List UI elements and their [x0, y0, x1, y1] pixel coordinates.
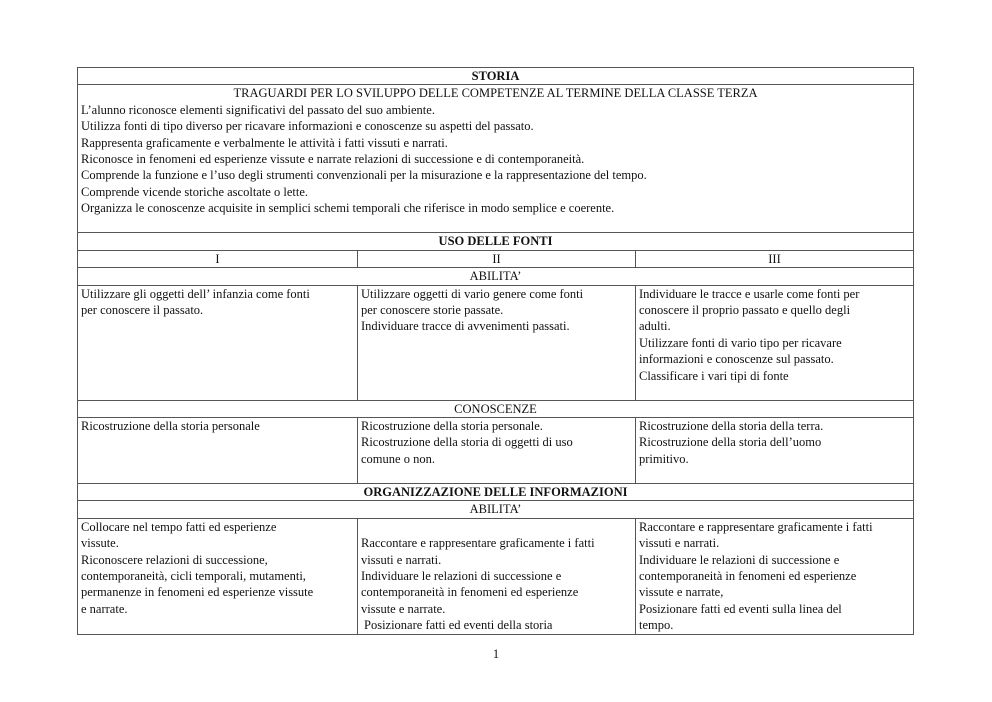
traguardi-heading: TRAGUARDI PER LO SVILUPPO DELLE COMPETENZE AL TERMINE DELLA CLASSE TERZA	[233, 86, 758, 101]
conoscenze-label: CONOSCENZE	[78, 400, 914, 417]
text-line: Riconoscere relazioni di successione,	[81, 552, 268, 567]
text-line: vissuti e narrati.	[639, 536, 720, 551]
text-line: Individuare le relazioni di successione e	[361, 569, 562, 584]
page-number: 1	[492, 647, 500, 661]
text-line: Individuare tracce di avvenimenti passati.	[361, 319, 570, 334]
organizzazione-abilita-label-row	[78, 501, 914, 518]
uso-fonti-abilita-col3	[636, 285, 914, 400]
text-line: permanenze in fenomeni ed esperienze vissute	[81, 585, 314, 600]
text-line: Collocare nel tempo fatti ed esperienze	[81, 519, 277, 534]
text-line: contemporaneità in fenomeni ed esperienze	[639, 569, 857, 584]
conoscenze-col1	[78, 418, 358, 484]
text-line: vissute e narrate.	[361, 601, 446, 616]
organizzazione-abilita-col1	[78, 518, 358, 634]
text-line: Ricostruzione della storia dell’uomo	[639, 435, 822, 450]
text-line: Ricostruzione della storia di oggetti di uso	[361, 435, 573, 450]
column-header-iii: III	[636, 250, 914, 267]
uso-fonti-abilita-label: ABILITA’	[78, 268, 914, 285]
organizzazione-abilita-label: ABILITA’	[78, 501, 914, 518]
text-line: Utilizzare fonti di vario tipo per ricavare	[639, 335, 842, 350]
text-line: Riconosce in fenomeni ed esperienze vissute e narrate relazioni di successione e di contemporaneità.	[81, 152, 585, 167]
text-line	[361, 519, 632, 535]
conoscenze-row	[78, 418, 914, 484]
text-line: e narrate.	[81, 601, 128, 616]
text-line: per conoscere storie passate.	[361, 303, 504, 318]
uso-fonti-abilita-row	[78, 285, 914, 400]
conoscenze-col3	[636, 418, 914, 484]
text-line: Individuare le tracce e usarle come fonti per	[639, 286, 860, 301]
text-line: Utilizzare oggetti di vario genere come fonti	[361, 286, 584, 301]
text-line: Comprende la funzione e l’uso degli strumenti convenzionali per la misurazione e la rappresentazione del tempo.	[81, 168, 647, 183]
uso-fonti-heading-row	[78, 233, 914, 250]
text-line: Utilizza fonti di tipo diverso per ricavare informazioni e conoscenze su aspetti del passato.	[81, 119, 534, 134]
text-line: L’alunno riconosce elementi significativi del passato del suo ambiente.	[81, 102, 435, 117]
uso-fonti-abilita-label-row	[78, 268, 914, 285]
organizzazione-heading: ORGANIZZAZIONE DELLE INFORMAZIONI	[78, 484, 914, 501]
text-line: tempo.	[639, 618, 674, 633]
curriculum-table	[77, 67, 914, 635]
text-line: per conoscere il passato.	[81, 303, 204, 318]
class-columns-row	[78, 250, 914, 267]
text-line: vissute e narrate,	[639, 585, 724, 600]
text-line: Ricostruzione della storia personale	[81, 419, 260, 434]
text-line: Ricostruzione della storia della terra.	[639, 419, 824, 434]
traguardi-cell	[78, 85, 914, 233]
text-line: contemporaneità, cicli temporali, mutamenti,	[81, 569, 306, 584]
organizzazione-abilita-col2	[358, 518, 636, 634]
organizzazione-heading-row	[78, 484, 914, 501]
text-line: informazioni e conoscenze sul passato.	[639, 352, 834, 367]
traguardi-row	[78, 85, 914, 233]
column-header-ii: II	[358, 250, 636, 267]
text-line: Raccontare e rappresentare graficamente i fatti	[361, 536, 595, 551]
text-line: conoscere il proprio passato e quello degli	[639, 303, 851, 318]
organizzazione-abilita-col3	[636, 518, 914, 634]
text-line: Posizionare fatti ed eventi sulla linea del	[639, 601, 842, 616]
organizzazione-abilita-row	[78, 518, 914, 634]
text-line: primitivo.	[639, 451, 689, 466]
uso-fonti-abilita-col2	[358, 285, 636, 400]
text-line: Classificare i vari tipi di fonte	[639, 368, 789, 383]
text-line: Rappresenta graficamente e verbalmente le attività i fatti vissuti e narrati.	[81, 135, 448, 150]
title-row	[78, 68, 914, 85]
column-header-i: I	[78, 250, 358, 267]
text-line: Posizionare fatti ed eventi della storia	[364, 618, 553, 633]
text-line: Ricostruzione della storia personale.	[361, 419, 543, 434]
text-line: Utilizzare gli oggetti dell’ infanzia come fonti	[81, 286, 310, 301]
text-line: Raccontare e rappresentare graficamente i fatti	[639, 519, 873, 534]
conoscenze-label-row	[78, 400, 914, 417]
text-line: vissuti e narrati.	[361, 552, 442, 567]
traguardi-list	[81, 102, 910, 217]
section-title: STORIA	[78, 68, 914, 85]
text-line: vissute.	[81, 536, 119, 551]
text-line: Organizza le conoscenze acquisite in semplici schemi temporali che riferisce in modo semplice e coerente.	[81, 201, 615, 216]
text-line: Comprende vicende storiche ascoltate o lette.	[81, 184, 308, 199]
text-line: comune o non.	[361, 451, 435, 466]
text-line: contemporaneità in fenomeni ed esperienze	[361, 585, 579, 600]
uso-fonti-heading: USO DELLE FONTI	[78, 233, 914, 250]
text-line: adulti.	[639, 319, 671, 334]
text-line: Individuare le relazioni di successione e	[639, 552, 840, 567]
uso-fonti-abilita-col1	[78, 285, 358, 400]
conoscenze-col2	[358, 418, 636, 484]
